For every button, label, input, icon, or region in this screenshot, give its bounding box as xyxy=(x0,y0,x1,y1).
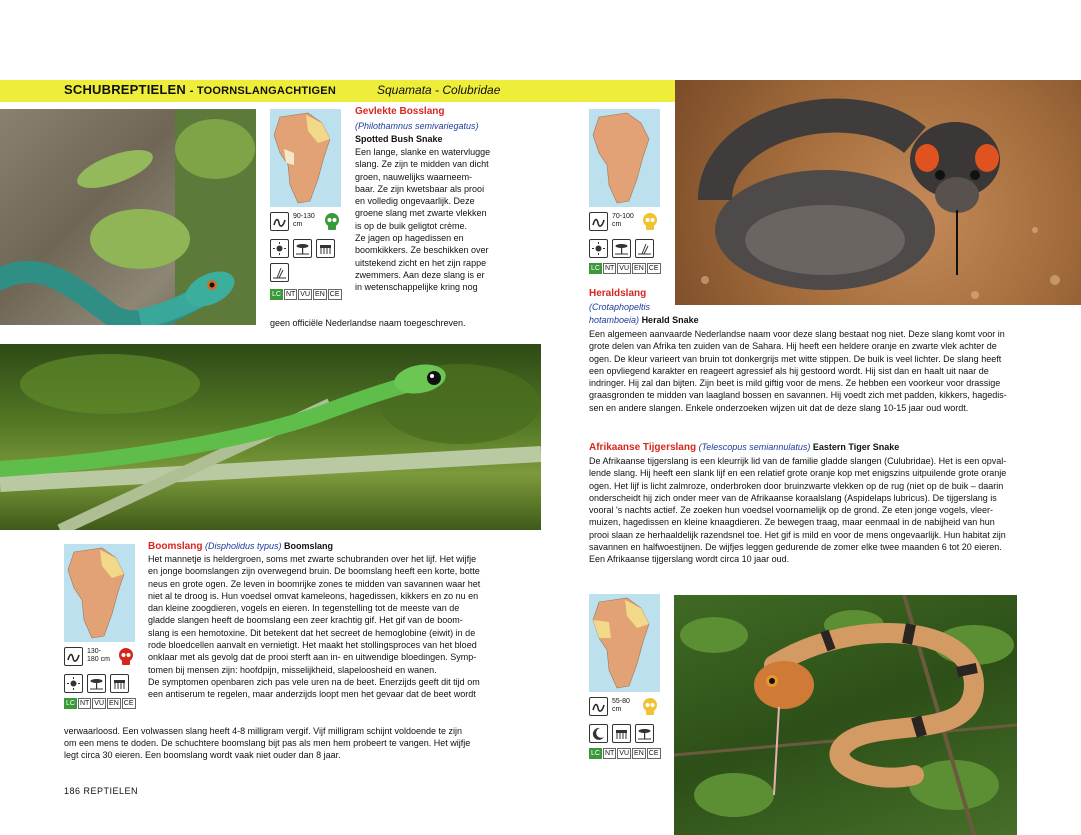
iucn-status-boomslang: LC NT VU EN CE xyxy=(66,700,134,707)
size-label: 90-130 cm xyxy=(293,213,315,228)
range-map-tijgerslang xyxy=(589,594,660,692)
species-latin: (Crotaphopeltis xyxy=(589,302,651,312)
iucn-status-heraldslang: LC NT VU EN CE xyxy=(591,265,659,272)
species-heading-boomslang: Boomslang (Dispholidus typus) Boomslang xyxy=(148,541,334,552)
species-title: Gevlekte Bosslang xyxy=(355,106,445,117)
species-body-last: geen officiële Nederlandse naam toegeschreven. xyxy=(270,318,466,328)
forest-icon xyxy=(612,724,631,743)
reed-icon xyxy=(635,239,654,258)
savanna-tree-icon xyxy=(612,239,631,258)
savanna-tree-icon xyxy=(635,724,654,743)
savanna-tree-icon xyxy=(293,239,312,258)
forest-icon xyxy=(316,239,335,258)
section-header xyxy=(64,82,336,97)
section-latin-name: Squamata - Colubridae xyxy=(377,83,501,97)
species-english: Spotted Bush Snake xyxy=(355,134,443,144)
mildly-venomous-skull-icon xyxy=(640,212,660,237)
forest-icon xyxy=(110,674,129,693)
moon-icon xyxy=(589,724,608,743)
size-label: 130- 180 cm xyxy=(87,648,110,663)
section-title: SCHUBREPTIELEN xyxy=(64,82,186,97)
size-label: 55-80 cm xyxy=(612,698,630,713)
size-label: 70-100 cm xyxy=(612,213,634,228)
species-latin-english: hotamboeia) Herald Snake xyxy=(589,315,699,325)
sun-icon xyxy=(270,239,289,258)
length-icon xyxy=(64,647,83,666)
photo-boomslang xyxy=(0,344,541,530)
length-icon xyxy=(270,212,289,231)
species-body: Een algemeen aanvaarde Nederlandse naam voor deze slang bestaat nog niet. Deze slang komt voor in grote delen van Afrika ten zuiden van de Sahara. Hij heeft een heldere oranje en zwarte vlek achter de ogen. De kleur varieert van bruin tot donkergrijs met witte stippen. De buik is veel lichter. De slang heeft een opvliegend karakter en reageert agressief als hij gestoord wordt. Hij sist dan en haalt uit naar de indringer. Hij zal dan bijten. Zijn beet is mild giftig voor de mens. Ze hebben een voorkeur voor drassige graasgronden te midden van laagland bossen en savannen. Hij voedt zich met padden, kikkers, hagedis- sen en andere slangen. Enkele onderzoeken wijzen uit dat de deze slang 10-15 jaar oud wordt. xyxy=(589,329,1007,413)
species-body-wide: verwaarloosd. Een volwassen slang heeft 4-8 milligram vergif. Vijf milligram schijnt voldoende te zijn om een mens te doden. De schuchtere boomslang bijt pas als men hem probeert te vangen. Het wijfje legt circa 30 eieren. Een boomslang wordt vaak niet ouder dan 8 jaar. xyxy=(64,725,471,761)
mildly-venomous-skull-icon xyxy=(640,697,660,722)
iucn-status-bosslang: LC NT VU EN CE xyxy=(272,291,340,298)
range-map-boomslang xyxy=(64,544,135,642)
reed-icon xyxy=(270,263,289,282)
species-body: Een lange, slanke en watervlugge slang. Ze zijn te midden van dicht groen, nauwelijks waarneem- baar. Ze zijn kwetsbaar als prooi en volledig ongevaarlijk. Deze groene slang met zwarte vlekken is op de buik geligtot crème. Ze jagen op hagedissen en boomkikkers. Ze beschikken over uitstekend zicht en het zijn rappe zwemmers. Aan deze slang is er in wetenschappelijke kring nog xyxy=(355,147,491,293)
range-map-gevlekte-bosslang xyxy=(270,109,341,207)
sun-icon xyxy=(64,674,83,693)
savanna-tree-icon xyxy=(87,674,106,693)
harmless-skull-icon xyxy=(322,212,342,237)
photo-tijgerslang xyxy=(674,595,1017,835)
venomous-skull-icon xyxy=(116,647,136,672)
species-latin: (Philothamnus semivariegatus) xyxy=(355,121,479,131)
sun-icon xyxy=(589,239,608,258)
iucn-status-tijgerslang: LC NT VU EN CE xyxy=(591,750,659,757)
length-icon xyxy=(589,697,608,716)
photo-gevlekte-bosslang xyxy=(0,109,256,325)
section-subtitle: - TOORNSLANGACHTIGEN xyxy=(189,85,336,97)
species-body: Het mannetje is heldergroen, soms met zwarte schubranden over het lijf. Het wijfje en jonge boomslangen zijn overwegend bruin. De boomslang heeft een korte, botte neus en grote ogen. Ze leven in boomrijke zones te midden van savannen waar het niet al te droog is. Hun voedsel omvat kameleons, hagedissen, kikkers en zo nu en dan kleine zoogdieren, vogels en eieren. In tegenstelling tot de meeste van de gladde slangen heeft de boomslang een zeer krachtig gif. Het gif van de boom- slang is een hemotoxine. Dit betekent dat het secreet de hemoglobine (eiwit) in de rode bloedcellen aanvalt en vernietigt. Het maakt het stollingsproces van het bloed onklaar met als gevolg dat de prooi sterft aan in- en uitwendige bloedingen. Symp- tomen bij mensen zijn: hoofdpijn, misselijkheid, slapeloosheid en wanen. De symptomen openbaren zich pas vele uren na de beet. Enerzijds geeft dit tijd om een antiserum te regelen, maar anderzijds loopt men het gevaar dat de beet wordt xyxy=(148,554,481,700)
photo-heraldslang xyxy=(675,80,1081,305)
length-icon xyxy=(589,212,608,231)
page-footer: 186 REPTIELEN xyxy=(64,786,139,796)
species-body: De Afrikaanse tijgerslang is een kleurrijk lid van de familie gladde slangen (Culubridae). Het is een opval- lende slang. Hij heeft een slank lijf en een relatief grote oranje kop met enigszins uitpuilende grote oranje ogen. Het lijf is licht zalmroze, onderbroken door bruinzwarte vlekken op de rug (niet op de buik – daarin onderscheidt hij zich onder meer van de Afrikaanse koraalslang (Aspidelaps lubricus). De tijgerslang is vooral 's nachts actief. Ze zoeken hun voedsel voornamelijk op de grond. Ze eten jonge vogels, vleer- muizen, hagedissen en kleine knaagdieren. Ze bewegen traag, maar eenmaal in de nabijheid van hun prooi slaan ze herhaaldelijk razendsnel toe. Het gif is mild en voor de mens ongevaarlijk. Hun habitat zijn savannen en halfwoestijnen. De wijfjes leggen gedurende de zomer elke twee maanden 6 tot 20 eieren. Een Afrikaanse tijgerslang wordt circa 10 jaar oud. xyxy=(589,456,1007,565)
range-map-heraldslang xyxy=(589,109,660,207)
species-heading-tijgerslang: Afrikaanse Tijgerslang (Telescopus semiannulatus) Eastern Tiger Snake xyxy=(589,442,900,453)
species-title: Heraldslang xyxy=(589,288,647,299)
